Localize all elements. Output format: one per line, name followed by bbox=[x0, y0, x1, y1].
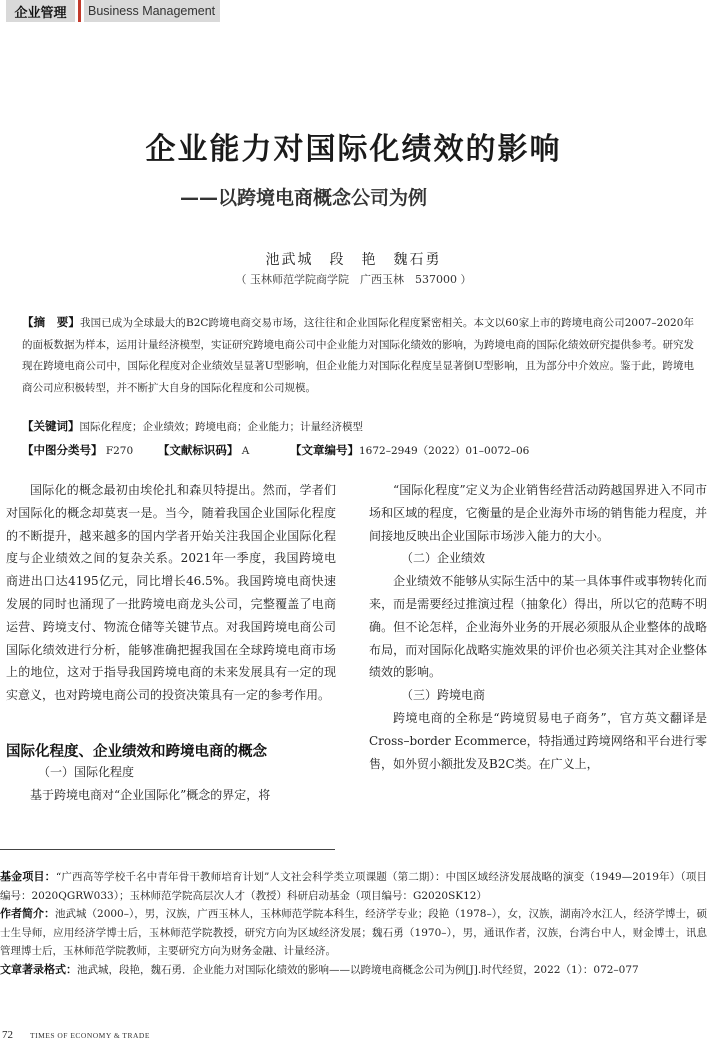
section-heading: 国际化程度、企业绩效和跨境电商的概念 bbox=[6, 744, 267, 760]
article-no-value: 1672–2949（2022）01–0072–06 bbox=[358, 445, 530, 457]
citation-note bbox=[0, 961, 707, 980]
fund-label: 基金项目： bbox=[0, 870, 56, 883]
keywords-label: 【关键词】 bbox=[22, 419, 80, 433]
keywords bbox=[22, 418, 694, 434]
journal-name: TIMES OF ECONOMY & TRADE bbox=[30, 1031, 150, 1040]
affiliation: （ 玉林师范学院商学院 广西玉林 537000 ） bbox=[235, 273, 472, 286]
footnotes bbox=[0, 868, 707, 979]
body-paragraph: 基于跨境电商对“企业国际化”概念的界定，将 bbox=[30, 787, 271, 802]
subsection-heading: （二）企业绩效 bbox=[401, 551, 486, 566]
section-tag: 企业管理 bbox=[6, 0, 75, 22]
abstract-text: 我国已成为全球最大的B2C跨境电商交易市场，这往往和企业国际化程度紧密相关。本文以60家上市的跨境电商公司2007–2020年的面板数据为样本，运用计量经济模型，实证研究跨境电商公司中企业能力对国际化绩效的影响，为跨境电商的国际化绩效研究提供参考。研究发现在跨境电商公司中，国际化程度对企业绩效呈显著U型影响，但企业能力对国际化程度呈显著倒U型影响，且为部分中介效应。鉴于此，跨境电商公司应积极转型，并不断扩大自身的国际化程度和公司规模。 bbox=[22, 317, 695, 394]
subsection-heading: （一）国际化程度 bbox=[38, 765, 135, 779]
page-number: 72 bbox=[2, 1029, 13, 1041]
body-left-column bbox=[6, 479, 336, 707]
page-title: 企业能力对国际化绩效的影响 bbox=[145, 132, 562, 167]
subsection-heading: （三）跨境电商 bbox=[401, 688, 486, 703]
author-note bbox=[0, 905, 707, 961]
section-tag-en: Business Management bbox=[84, 0, 220, 22]
citation-text: 池武城，段艳，魏石勇．企业能力对国际化绩效的影响——以跨境电商概念公司为例[J].时代经贸，2022（1）：072–077 bbox=[77, 963, 639, 976]
body-paragraph: 跨境电商的全称是“跨境贸易电子商务”，官方英文翻译是Cross–border Ecommerce，特指通过跨境网络和平台进行零售，如外贸小额批发及B2C类。在广义上， bbox=[369, 710, 707, 771]
keywords-text: 国际化程度；企业绩效；跨境电商；企业能力；计量经济模型 bbox=[79, 421, 363, 433]
abstract bbox=[22, 312, 694, 399]
citation-label: 文章著录格式： bbox=[0, 962, 77, 976]
clc-label: 【中图分类号】 bbox=[22, 443, 103, 457]
fund-note bbox=[0, 868, 707, 905]
author-text: 池武城（2000–），男，汉族，广西玉林人，玉林师范学院本科生，经济学专业；段艳（1978–），女，汉族，湖南冷水江人，经济学博士，硕士生导师，应用经济学博士后，玉林师范学院教授，研究方向为区域经济发展；魏石勇（1970–），男，通讯作者，汉族，台湾台中人，财金博士，讯息管理博士后，玉林师范学院教师，主要研究方向为财务金融、计量经济。 bbox=[0, 908, 707, 957]
body-left-column-lower bbox=[6, 761, 336, 807]
article-no-label: 【文章编号】 bbox=[289, 443, 359, 457]
abstract-label: 【摘 要】 bbox=[22, 315, 80, 329]
clc-value: F270 bbox=[105, 445, 134, 457]
author-label: 作者简介： bbox=[0, 907, 56, 920]
doc-code-value: A bbox=[241, 445, 250, 457]
section-accent-bar bbox=[78, 0, 81, 22]
footnote-divider bbox=[0, 849, 335, 850]
body-paragraph: 国际化的概念最初由埃伦扎和森贝特提出。然而，学者们对国际化的概念却莫衷一是。当今，随着我国企业国际化程度的不断提升，越来越多的国内学者开始关注我国企业国际化程度与企业绩效之间的复杂关系。2021年一季度，我国跨境电商进出口达4195亿元，同比增长46.5%。我国跨境电商快速发展的同时也涌现了一批跨境电商龙头公司，完整覆盖了电商运营、跨境支付、物流仓储等关键节点。对我国跨境电商公司国际化绩效进行分析，能够准确把握我国在全球跨境电商市场上的地位，这对于指导我国跨境电商的未来发展具有一定的现实意义，也对跨境电商公司的投资决策具有一定的参考作用。 bbox=[6, 483, 336, 703]
authors: 池武城 段 艳 魏石勇 bbox=[265, 252, 442, 268]
fund-text: “广西高等学校千名中青年骨干教师培育计划”人文社会科学类立项课题（第二期）：中国区域经济发展战略的演变（1949—2019年）（项目编号：2020QGRW033）；玉林师范学院高层次人才（教授）科研启动基金（项目编号：G2020SK12） bbox=[0, 871, 707, 902]
classification-line bbox=[22, 442, 694, 458]
body-paragraph: “国际化程度”定义为企业销售经营活动跨越国界进入不同市场和区域的程度，它衡量的是企业海外市场的销售能力程度，并间接地反映出企业国际市场涉入能力的大小。 bbox=[369, 483, 707, 543]
doc-code-label: 【文献标识码】 bbox=[157, 443, 239, 457]
body-right-column bbox=[369, 479, 707, 775]
page-subtitle: ——以跨境电商概念公司为例 bbox=[180, 187, 428, 209]
body-paragraph: 企业绩效不能够从实际生活中的某一具体事件或事物转化而来，而是需要经过推演过程（抽象化）得出，所以它的范畴不明确。但不论怎样，企业海外业务的开展必须服从企业整体的战略布局，而对国际化战略实施效果的评价也必须关注其对企业整体绩效的影响。 bbox=[369, 574, 707, 680]
